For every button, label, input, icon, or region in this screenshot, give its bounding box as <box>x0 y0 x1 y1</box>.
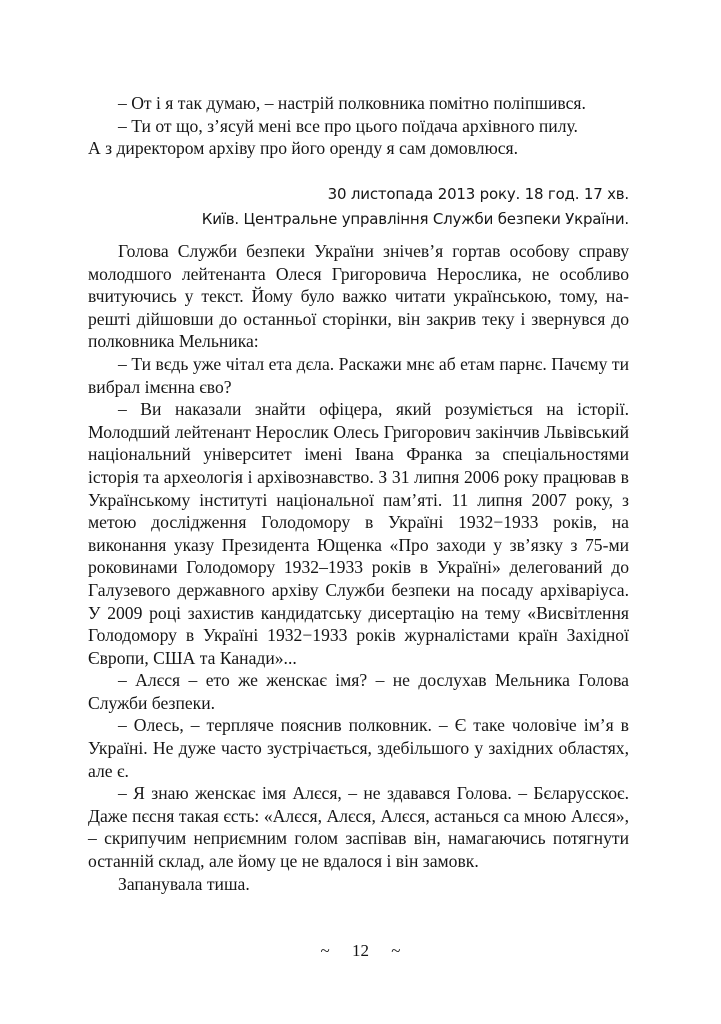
page-footer <box>0 940 721 962</box>
section-heading <box>88 182 629 232</box>
tilde-ornament-right: ~ <box>391 941 401 960</box>
paragraph: – Алєся – ето же женскає імя? – не дослухав Мельника Голова Служби безпеки. <box>88 670 629 713</box>
paragraph: – Ти от що, з’ясуй мені все про цього поїдача архівного пилу. <box>118 115 578 136</box>
paragraph: – Олесь, – терпляче пояснив полковник. – Є таке чоловіче ім’я в Україні. Не дуже часто зустрічається, здебільшого у західних областях, але є. <box>88 715 629 781</box>
tilde-ornament-left: ~ <box>320 941 330 960</box>
paragraph: – От і я так думаю, – настрій полковника помітно поліпшився. <box>118 93 586 113</box>
heading-place-line: Київ. Центральне управління Служби безпеки України. <box>201 210 629 228</box>
text-block-main <box>88 240 629 895</box>
paragraph: – Ти вєдь уже чітал ета дєла. Раскажи мнє аб етам парнє. Пачєму ти вибрал імєнна єво? <box>88 353 629 397</box>
paragraph: – Ви наказали знайти офіцера, який розуміється на історії. Молодший лейтенант Нерослик Олесь Григорович закінчив Львівський національний університет імені Івана Франка за спеціальностями історія та археологія і архівознавство. З 31 липня 2006 року працював в Українському інституті національної пам’яті. 11 липня 2007 року, з метою дослідження Голодомору в Україні 1932−1933 років, на виконання указу Президента Ющенка «Про заходи у зв’язку з 75-ми роковинами Голодомору 1932–1933 років в Україні» делегований до Галузевого державного архіву Служби безпеки на посаду архіваріуса. У 2009 році захистив кандидатську дисертацію на тему «Висвітлення Голодомору в Україні 1932−1933 років журналістами країн Західної Європи, США та Канади»... <box>88 399 629 668</box>
paragraph: Голова Служби безпеки України знічев’я гортав особову справу молодшого лейтенанта Олеся Григоровича Нерослика, не особливо вчитуючись у текст. Йому було важко читати українською, тому, нарешті дійшовши до останньої сторінки, він закрив теку і звернувся до полковника Мельника: <box>88 241 629 352</box>
page-number: 12 <box>352 941 369 960</box>
paragraph: – Я знаю женскає імя Алєся, – не здавався Голова. – Бєларусскоє. Даже пєсня такая єсть: «Алєся, Алєся, Алєся, астанься са мною Алєся», – скрипучим неприємним голом заспівав він, намагаючись потягнути останній склад, але йому це не вдалося і він замовк. <box>88 783 629 872</box>
paragraph: А з директором архіву про його оренду я сам домовлюся. <box>88 138 519 159</box>
paragraph: Запанувала тиша. <box>118 873 250 894</box>
text-block-top <box>88 92 629 160</box>
heading-date-line: 30 листопада 2013 року. 18 год. 17 хв. <box>327 185 629 203</box>
